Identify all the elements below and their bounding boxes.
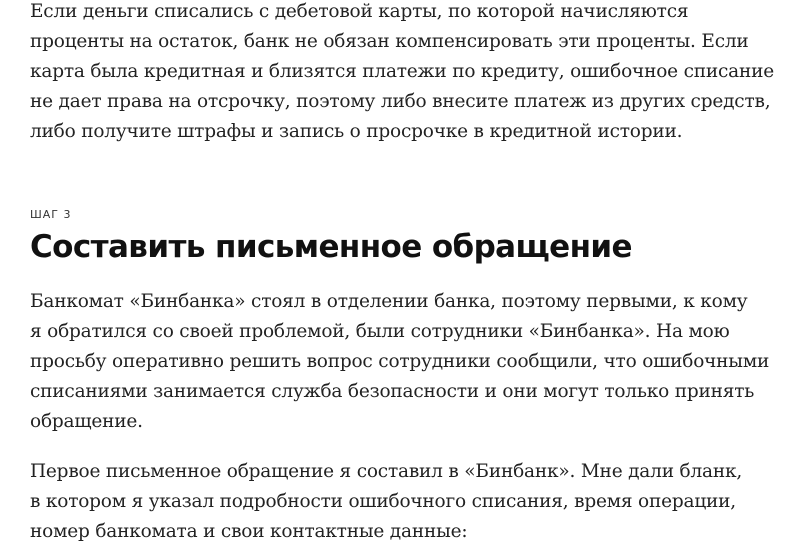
text-line: Если деньги списались с дебетовой карты, по которой начисляются: [30, 1, 689, 22]
intro-paragraph: [30, 0, 774, 147]
text-line: номер банкомата и свои контактные данные:: [30, 521, 468, 542]
text-line: не дает права на отсрочку, поэтому либо внесите платеж из других средств,: [30, 91, 771, 112]
text-line: просьбу оперативно решить вопрос сотрудники сообщили, что ошибочными: [30, 351, 770, 372]
text-line: проценты на остаток, банк не обязан компенсировать эти проценты. Если: [30, 31, 749, 52]
request-paragraph: [30, 457, 742, 547]
text-line: обращение.: [30, 411, 143, 432]
text-line: списаниями занимается служба безопасности и они могут только принять: [30, 381, 755, 402]
text-line: я обратился со своей проблемой, были сотрудники «Бинбанка». На мою: [30, 321, 730, 342]
text-line: в котором я указал подробности ошибочного списания, время операции,: [30, 491, 736, 512]
text-line: либо получите штрафы и запись о просрочке в кредитной истории.: [30, 121, 683, 142]
text-line: карта была кредитная и близятся платежи по кредиту, ошибочное списание: [30, 61, 774, 82]
step-title: Составить письменное обращение: [30, 229, 632, 265]
text-line: Банкомат «Бинбанка» стоял в отделении банка, поэтому первыми, к кому: [30, 291, 748, 312]
atm-paragraph: [30, 287, 769, 437]
step-label: ШАГ 3: [30, 208, 72, 221]
text-line: Первое письменное обращение я составил в «Бинбанк». Мне дали бланк,: [30, 461, 742, 482]
